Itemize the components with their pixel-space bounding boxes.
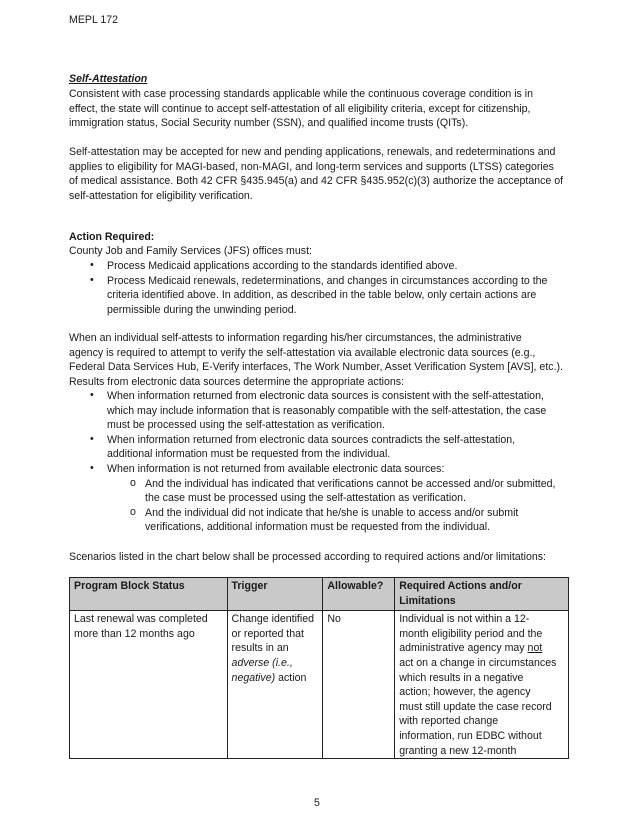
text-line: the case must be processed using the self-attestation as verification. [145,492,466,505]
action-required-heading: Action Required: [69,231,155,243]
list-item [90,273,548,318]
text-line: which results in a negative [399,671,524,684]
text-line: And the individual has indicated that verifications cannot be accessed and/or submitted, [145,477,556,490]
text-line: Self-attestation may be accepted for new and pending applications, renewals, and redeterminations and [69,146,556,158]
scenarios-table [69,577,569,759]
column-header: Trigger [227,578,323,611]
text-line: agency is required to attempt to verify the self-attestation via available electronic data sources (e.g., [69,346,536,359]
text-line: or reported that [231,627,304,640]
bullet-icon: • [90,389,94,401]
text-line: Process Medicaid renewals, redeterminations, and changes in circumstances according to the [107,274,548,287]
paragraph-3 [69,331,563,389]
bullet-icon: • [90,273,94,286]
text-line: Results from electronic data sources determine the appropriate actions: [69,375,405,388]
cell-allowable: No [323,611,395,759]
text-line: applies to eligibility for MAGI-based, non-MAGI, and long-term services and supports (LTSS) categories [69,160,554,173]
text: administrative agency may [399,642,528,655]
text-line: results in an [231,642,289,655]
page-number: 5 [314,797,320,809]
text-line: granting a new 12-month [399,744,517,757]
header-line: Required Actions and/or [399,580,522,592]
bullet-icon: • [90,461,94,474]
text-line: information, run EDBC without [399,729,542,742]
text-line: with reported change [399,715,499,728]
text-line: Consistent with case processing standards applicable while the continuous coverage condition is in [69,88,534,100]
page-header: MEPL 172 [69,14,119,26]
column-header: Program Block Status [70,578,228,611]
list-item [90,259,547,274]
section-heading: Self-Attestation [69,73,148,85]
text-line: effect, the state will continue to accept self-attestation of all eligibility criteria, except for citizenship, [69,102,531,115]
circle-bullet-icon: o [130,476,136,489]
paragraph-1 [69,87,533,131]
text-line: adverse (i.e., [231,656,293,669]
table-row [70,611,569,759]
text-line: Process Medicaid applications according to the standards identified above. [107,260,458,272]
text-line: must be processed using the self-attestation as verification. [107,419,385,432]
text-line: When information returned from electronic data sources contradicts the self-attestation, [107,433,516,446]
list-item [90,389,555,433]
action-intro: County Job and Family Services (JFS) offices must: [69,245,312,257]
text-line: additional information must be requested from the individual. [107,448,391,461]
text-line: criteria identified above. In addition, as described in the table below, only certain actions are [107,289,537,302]
text: action [275,671,307,684]
column-header: Allowable? [323,578,395,611]
underlined-text: not [527,642,543,655]
cell-actions [395,611,569,759]
text-line: immigration status, Social Security number (SSN), and qualified income trusts (QITs). [69,117,469,130]
scenarios-intro: Scenarios listed in the chart below shall be processed according to required actions and/or limitations: [69,551,546,563]
bullet-icon: • [90,432,94,445]
header-line: Limitations [399,594,456,607]
text-line: Change identified [231,613,315,626]
text-line: Federal Data Services Hub, E-Verify interfaces, The Work Number, Asset Verification System [AVS], etc.). [69,361,563,374]
text-line: must still update the case record [399,700,552,713]
circle-bullet-icon: o [130,505,136,518]
paragraph-2 [69,145,563,203]
text-line: self-attestation for eligibility verification. [69,189,253,202]
cell-status [70,611,228,759]
text-line: act on a change in circumstances [399,656,557,669]
text-line: which may include information that is reasonably compatible with the self-attestation, the case [107,404,547,417]
cell-trigger [227,611,323,759]
text-line: action; however, the agency [399,686,531,699]
text-line: And the individual did not indicate that he/she is unable to access and/or submit [145,506,519,519]
column-header [395,578,569,611]
text-line: Last renewal was completed [74,613,208,626]
text-line: When information returned from electronic data sources is consistent with the self-attestation, [107,390,544,402]
sub-list-item [130,476,556,506]
text-line: Individual is not within a 12- [399,613,530,626]
bullet-icon: • [90,259,94,271]
list-item [90,432,555,462]
table-header-row [70,578,569,611]
text-line: When an individual self-attests to information regarding his/her circumstances, the administrative [69,332,522,344]
text-line: permissible during the unwinding period. [107,303,297,316]
italic-text: negative) [231,671,276,684]
list-item [90,461,555,477]
action-bullet-list [90,259,548,317]
text-line: more than 12 months ago [74,627,195,640]
text-line: When information is not returned from available electronic data sources: [107,462,445,475]
text-line: of medical assistance. Both 42 CFR §435.945(a) and 42 CFR §435.952(c)(3) authorize the acceptance of [69,175,564,188]
text-line: month eligibility period and the [399,627,543,640]
result-bullet-list [90,389,556,535]
sub-list-item [130,505,555,535]
text-line: verifications, additional information must be requested from the individual. [145,521,491,534]
